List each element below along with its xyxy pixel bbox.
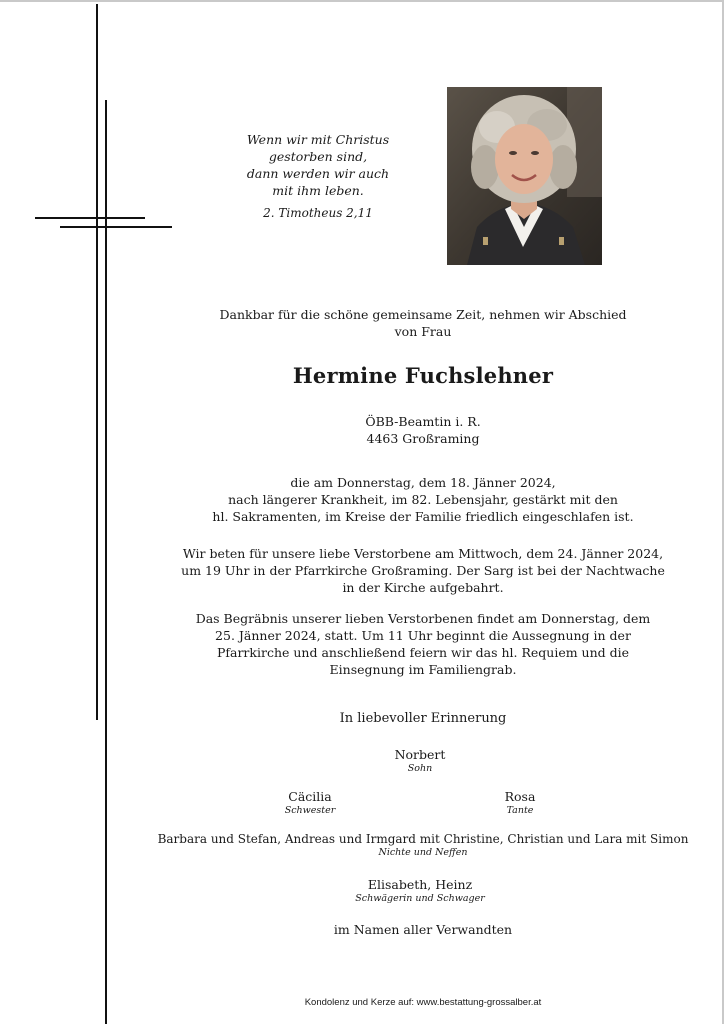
paragraph-line: um 19 Uhr in der Pfarrkirche Großraming. Der Sarg ist bei der Nachtwache <box>181 563 665 578</box>
mourner-name: Cäcilia <box>288 789 332 804</box>
intro-text <box>200 306 646 340</box>
paragraph-line: Pfarrkirche und anschließend feiern wir das hl. Requiem und die <box>216 645 630 660</box>
mourner-relation: Schwester <box>284 805 336 816</box>
paragraph-line: Wir beten für unsere liebe Verstorbene am Mittwoch, dem 24. Jänner 2024, <box>182 546 664 561</box>
deceased-name: Hermine Fuchslehner <box>292 363 554 388</box>
portrait-image <box>447 87 602 265</box>
quote-line: Wenn wir mit Christus <box>246 132 390 147</box>
quote-line: mit ihm leben. <box>272 183 364 198</box>
cross-vertical-line <box>96 4 98 720</box>
paragraph-line: 25. Jänner 2024, statt. Um 11 Uhr beginnt die Aussegnung in der <box>215 628 631 643</box>
paragraph-line: in der Kirche aufgebahrt. <box>342 580 504 595</box>
mourner-entry <box>320 747 520 775</box>
closing-text: im Namen aller Verwandten <box>333 922 513 937</box>
cross-horizontal-line-offset <box>60 226 172 228</box>
mourner-entry <box>300 877 540 905</box>
mourner-entry <box>140 831 706 859</box>
mourner-relation: Nichte und Neffen <box>378 847 468 858</box>
condolence-footer: Kondolenz und Kerze auf: www.bestattung-grossalber.at <box>304 997 542 1008</box>
cross-vertical-line-offset <box>105 100 107 1024</box>
intro-line: von Frau <box>394 324 452 339</box>
mourner-entry <box>440 789 600 817</box>
mourner-name: Elisabeth, Heinz <box>367 877 473 892</box>
paragraph-line: die am Donnerstag, dem 18. Jänner 2024, <box>290 475 556 490</box>
paragraph-line: Das Begräbnis unserer lieben Verstorbenen findet am Donnerstag, dem <box>195 611 651 626</box>
mourner-name: Barbara und Stefan, Andreas und Irmgard mit Christine, Christian und Lara mit Simon <box>157 832 689 846</box>
mourner-relation: Tante <box>506 805 534 816</box>
page-border-top <box>0 0 724 2</box>
prayer-paragraph <box>160 545 686 596</box>
mourner-entry <box>230 789 390 817</box>
death-notice-paragraph <box>160 474 686 525</box>
paragraph-line: Einsegnung im Familiengrab. <box>329 662 517 677</box>
mourner-relation: Schwägerin und Schwager <box>355 893 485 904</box>
paragraph-line: hl. Sakramenten, im Kreise der Familie friedlich eingeschlafen ist. <box>212 509 634 524</box>
mourner-name: Norbert <box>394 747 446 762</box>
mourner-relation: Sohn <box>407 763 433 774</box>
bible-reference: 2. Timotheus 2,11 <box>263 206 373 220</box>
deceased-details <box>200 413 646 447</box>
deceased-location: 4463 Großraming <box>366 431 480 446</box>
cross-horizontal-line <box>35 217 145 219</box>
deceased-occupation: ÖBB-Beamtin i. R. <box>365 414 481 429</box>
quote-line: dann werden wir auch <box>246 166 390 181</box>
portrait-photo <box>447 87 602 265</box>
bible-quote <box>218 131 418 199</box>
quote-line: gestorben sind, <box>268 149 368 164</box>
paragraph-line: nach längerer Krankheit, im 82. Lebensjahr, gestärkt mit den <box>228 492 618 507</box>
funeral-paragraph <box>160 610 686 678</box>
mourner-name: Rosa <box>504 789 536 804</box>
memory-heading: In liebevoller Erinnerung <box>339 711 507 726</box>
intro-line: Dankbar für die schöne gemeinsame Zeit, nehmen wir Abschied <box>219 307 627 322</box>
